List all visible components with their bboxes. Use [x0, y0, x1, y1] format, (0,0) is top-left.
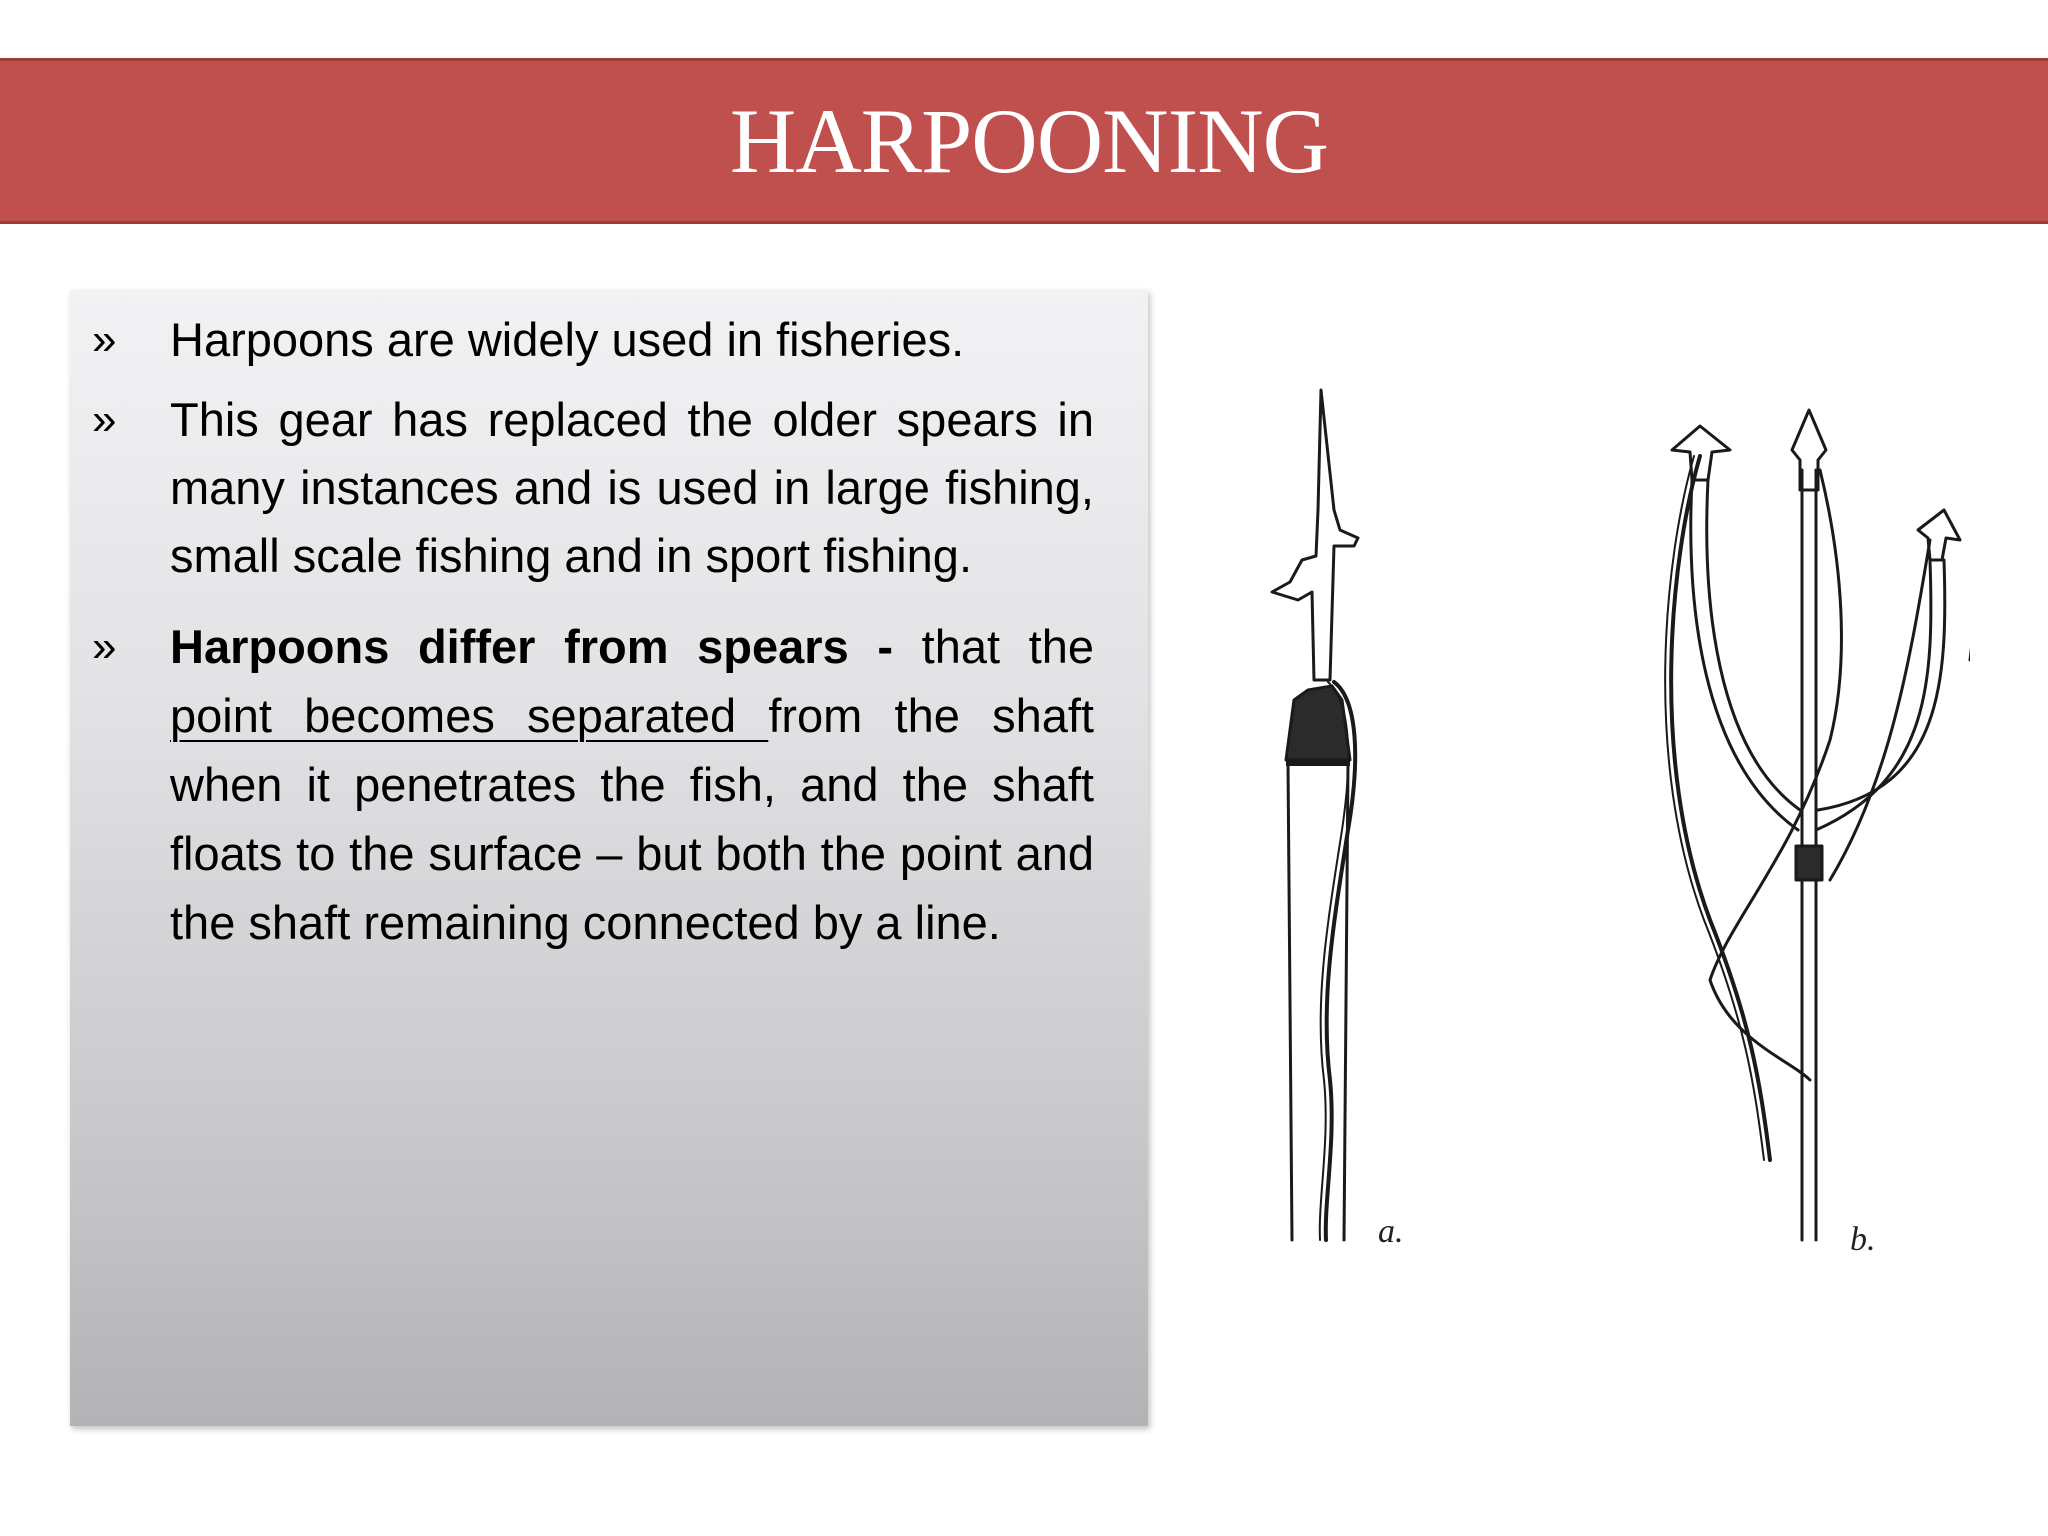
bullet-item-2 — [70, 386, 1148, 590]
bullet-item-1 — [70, 306, 1148, 374]
figure-label-b: b. — [1850, 1221, 1876, 1258]
content-box — [70, 290, 1148, 1426]
harpoon-illustration — [1230, 360, 1970, 1280]
bullet-list — [70, 306, 1148, 957]
bullet-text: from the shaft when it penetrates the fish, and the shaft floats to the surface – but both the point and the shaft remaining connected by a line. — [170, 689, 1094, 949]
slide-title: HARPOONING — [729, 90, 1329, 192]
bullet-marker: » — [92, 315, 117, 364]
bullet-underlined-text: point becomes separated — [170, 689, 769, 742]
harpoon-a-drawing — [1272, 390, 1358, 1240]
bullet-item-3 — [70, 612, 1148, 957]
bullet-text: that the — [893, 620, 1094, 673]
bullet-marker: » — [92, 395, 117, 444]
bullet-bold-lead: Harpoons differ from spears - — [170, 620, 894, 673]
figure-label-a: a. — [1378, 1213, 1404, 1250]
bullet-marker: » — [92, 622, 117, 671]
harpoon-b-drawing — [1665, 410, 1970, 1240]
bullet-text: Harpoons are widely used in fisheries. — [170, 313, 965, 366]
title-bar — [0, 58, 2048, 224]
bullet-text: This gear has replaced the older spears in many instances and is used in large fishing, small scale fishing and in sport fishing. — [170, 393, 1094, 582]
